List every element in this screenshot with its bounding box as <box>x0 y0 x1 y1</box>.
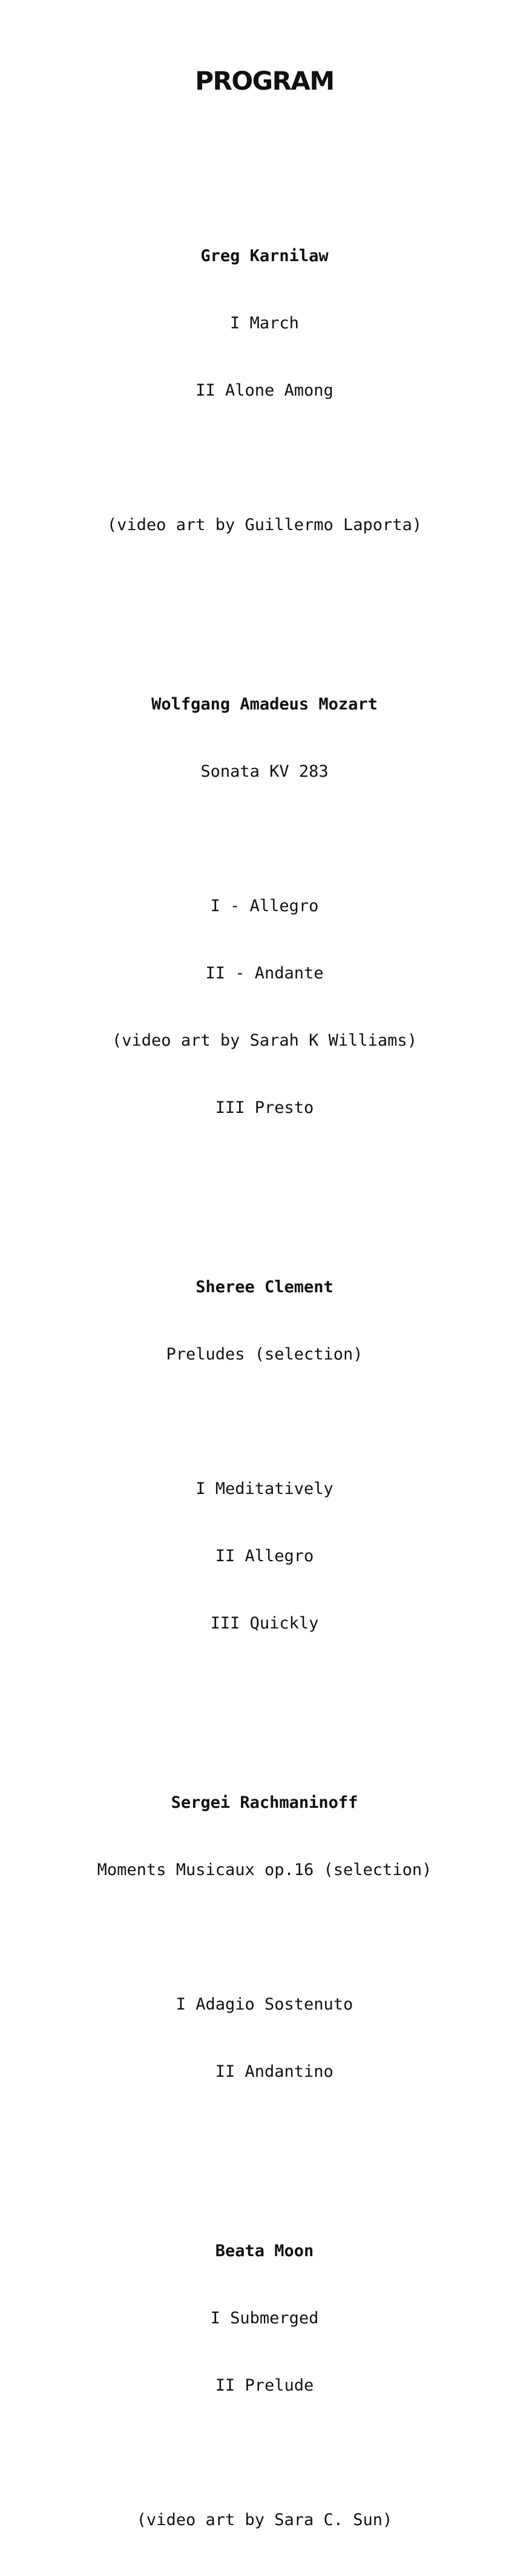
spacer <box>0 446 529 469</box>
composer-name: Wolfgang Amadeus Mozart <box>151 695 378 714</box>
composer-name: Greg Karnilaw <box>200 247 329 265</box>
spacer <box>0 1410 529 1433</box>
composer-name: Sheree Clement <box>196 1278 334 1296</box>
movement-line: II Allegro <box>215 1547 314 1565</box>
composer-name: Sergei Rachmaninoff <box>171 1793 358 1812</box>
video-art-credit: (video art by Guillermo Laporta) <box>107 516 422 534</box>
movement-line: I Adagio Sostenuto <box>176 1995 353 2014</box>
spacer <box>0 1164 529 1186</box>
movement-line: I March <box>230 314 299 333</box>
composer-name: Beata Moon <box>215 2242 314 2260</box>
video-art-credit: (video art by Sara C. Sun) <box>136 2511 393 2529</box>
video-art-credit: (video art by Sarah K Williams) <box>112 1031 417 1050</box>
movement-line: II Andantino <box>196 2062 334 2081</box>
movement-line: III Presto <box>215 1098 314 1117</box>
movement-line: II Prelude <box>215 2376 314 2395</box>
movement-line: III Quickly <box>210 1614 319 1633</box>
program-list <box>0 155 529 2576</box>
movement-line: I - Allegro <box>210 897 319 915</box>
movement-line: II Alone Among <box>196 381 334 400</box>
work-title: Sonata KV 283 <box>200 762 329 781</box>
page-title: PROGRAM <box>195 66 334 96</box>
work-title: Moments Musicaux op.16 (selection) <box>97 1861 432 1879</box>
movement-line: I Submerged <box>210 2309 319 2328</box>
spacer <box>0 2128 529 2150</box>
spacer <box>0 581 529 603</box>
spacer <box>0 1679 529 1702</box>
movement-line: I Meditatively <box>196 1479 334 1498</box>
movement-line: II - Andante <box>205 964 324 983</box>
work-title: Preludes (selection) <box>166 1345 363 1364</box>
spacer <box>0 2442 529 2464</box>
spacer <box>0 828 529 850</box>
spacer <box>0 1926 529 1948</box>
